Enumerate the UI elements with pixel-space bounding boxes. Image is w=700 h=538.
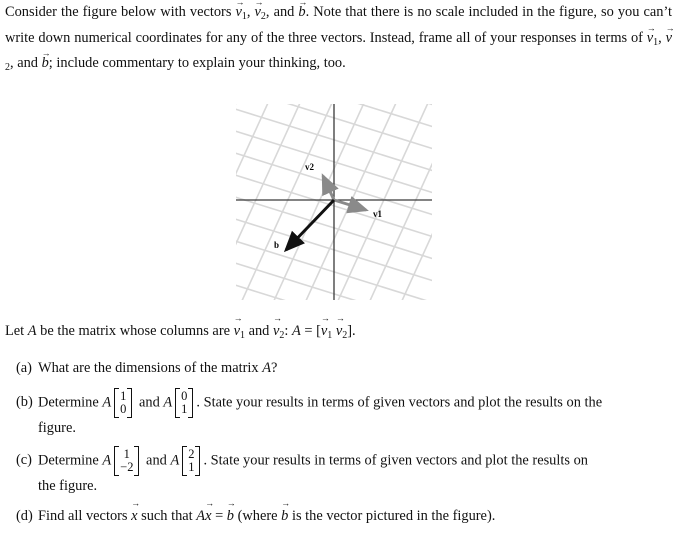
matrix-e1: 1 0 — [114, 390, 132, 416]
question-d: (d) Find all vectors → x such that A→ x = → b (where → b is the vector pictured in the figure). — [16, 508, 672, 525]
label-v1: v1 — [373, 209, 382, 219]
question-c: (c) Determine A 1 −2 and A 2 1 . State your results in terms of given vectors and plot the results on the figure. — [16, 447, 588, 494]
vector-v1 — [334, 200, 366, 210]
intro-paragraph: Consider the figure below with vectors → $v_1$, → $v_2$, and → b. Note that there is no scale included in the figure, so you can’t write down numerical coordinates for any of the three vectors. Instead, frame all of your responses in terms of → $v_1$, → $v_2$, and → b; include commentary to explain your thinking, too. — [5, 2, 672, 79]
matrix-c1: 1 −2 — [114, 448, 139, 474]
matrix-definition: Let A be the matrix whose columns are → $v_1$ and → $v_2$: A = [→ $v_1 \to v_2$]. — [5, 323, 672, 341]
matrix-e2: 0 1 — [175, 390, 193, 416]
grid-line — [419, 104, 432, 300]
label-v2: v2 — [305, 162, 314, 172]
grid-line — [236, 104, 313, 300]
vector-figure — [236, 104, 432, 300]
matrix-c2: 2 1 — [182, 448, 200, 474]
label-b: b — [274, 240, 280, 250]
grid-line — [259, 104, 432, 300]
question-a: (a) What are the dimensions of the matrix A? — [16, 360, 278, 376]
question-b: (b) Determine A 1 0 and A 0 1 . State your results in terms of given vectors and plot the results on the figure. — [16, 389, 603, 436]
